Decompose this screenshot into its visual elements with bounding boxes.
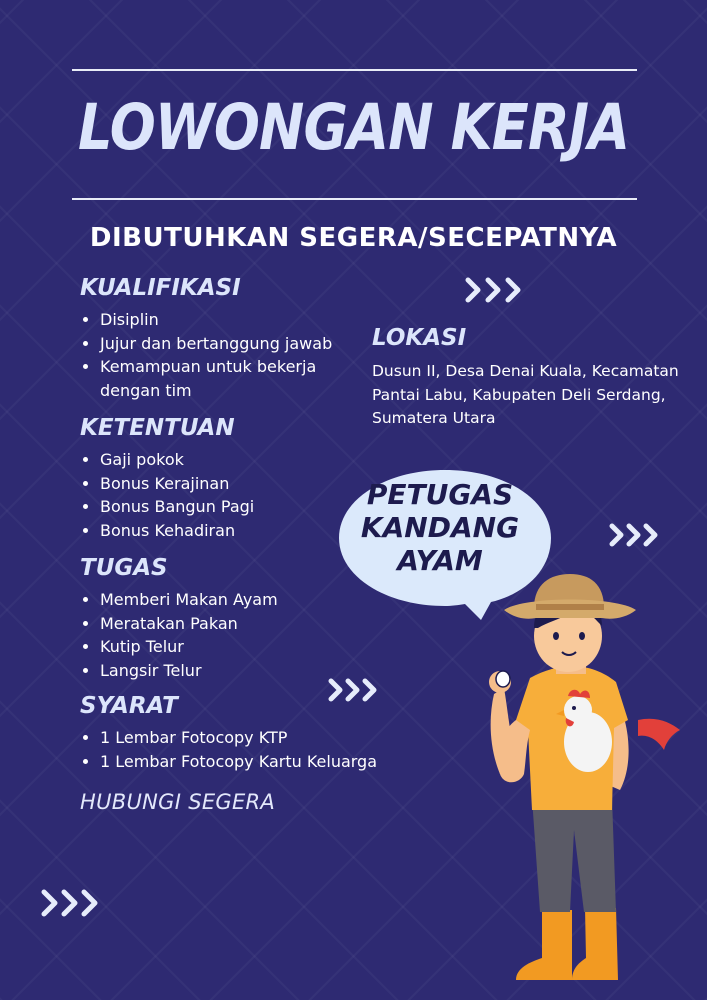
top-divider bbox=[72, 69, 637, 71]
chevrons-icon bbox=[608, 522, 664, 548]
hubungi-segera-text: HUBUNGI SEGERA bbox=[80, 790, 276, 814]
page-title: LOWONGAN KERJA bbox=[78, 91, 630, 164]
chevrons-icon bbox=[464, 276, 528, 304]
chevrons-icon bbox=[327, 677, 383, 703]
list-item: • Memberi Makan Ayam bbox=[100, 588, 350, 612]
ketentuan-list bbox=[80, 448, 350, 542]
ketentuan-heading: KETENTUAN bbox=[80, 415, 235, 441]
list-item: • Kemampuan untuk bekerja dengan tim bbox=[100, 355, 350, 402]
chevrons-icon bbox=[40, 888, 104, 918]
list-item: • Disiplin bbox=[100, 308, 350, 332]
syarat-list bbox=[80, 726, 380, 773]
kualifikasi-list bbox=[80, 308, 350, 402]
list-item: • Bonus Kerajinan bbox=[100, 472, 350, 496]
list-item: • Gaji pokok bbox=[100, 448, 350, 472]
bubble-line: KANDANG bbox=[360, 511, 520, 544]
list-item: • Bonus Bangun Pagi bbox=[100, 495, 350, 519]
list-item: • Bonus Kehadiran bbox=[100, 519, 350, 543]
bubble-line: PETUGAS bbox=[366, 478, 514, 511]
lokasi-heading: LOKASI bbox=[372, 325, 467, 351]
tugas-section bbox=[80, 557, 350, 682]
ketentuan-section bbox=[80, 417, 350, 542]
lokasi-section bbox=[372, 327, 692, 431]
syarat-section bbox=[80, 695, 380, 773]
farmer-illustration bbox=[460, 570, 690, 990]
lokasi-address: Dusun II, Desa Denai Kuala, Kecamatan Pantai Labu, Kabupaten Deli Serdang, Sumatera Utara bbox=[372, 362, 679, 427]
list-item: • 1 Lembar Fotocopy Kartu Keluarga bbox=[100, 750, 380, 774]
bubble-line: AYAM bbox=[397, 544, 483, 577]
tugas-heading: TUGAS bbox=[80, 555, 168, 581]
syarat-heading: SYARAT bbox=[80, 693, 178, 719]
kualifikasi-heading: KUALIFIKASI bbox=[80, 275, 241, 301]
title-divider bbox=[72, 198, 637, 200]
kualifikasi-section bbox=[80, 277, 350, 402]
bubble-text bbox=[345, 478, 535, 577]
list-item: • Meratakan Pakan bbox=[100, 612, 350, 636]
tugas-list bbox=[80, 588, 350, 682]
list-item: • Jujur dan bertanggung jawab bbox=[100, 332, 350, 356]
subtitle: DIBUTUHKAN SEGERA/SECEPATNYA bbox=[89, 223, 618, 253]
list-item: • 1 Lembar Fotocopy KTP bbox=[100, 726, 380, 750]
list-item: • Langsir Telur bbox=[100, 659, 350, 683]
list-item: • Kutip Telur bbox=[100, 635, 350, 659]
